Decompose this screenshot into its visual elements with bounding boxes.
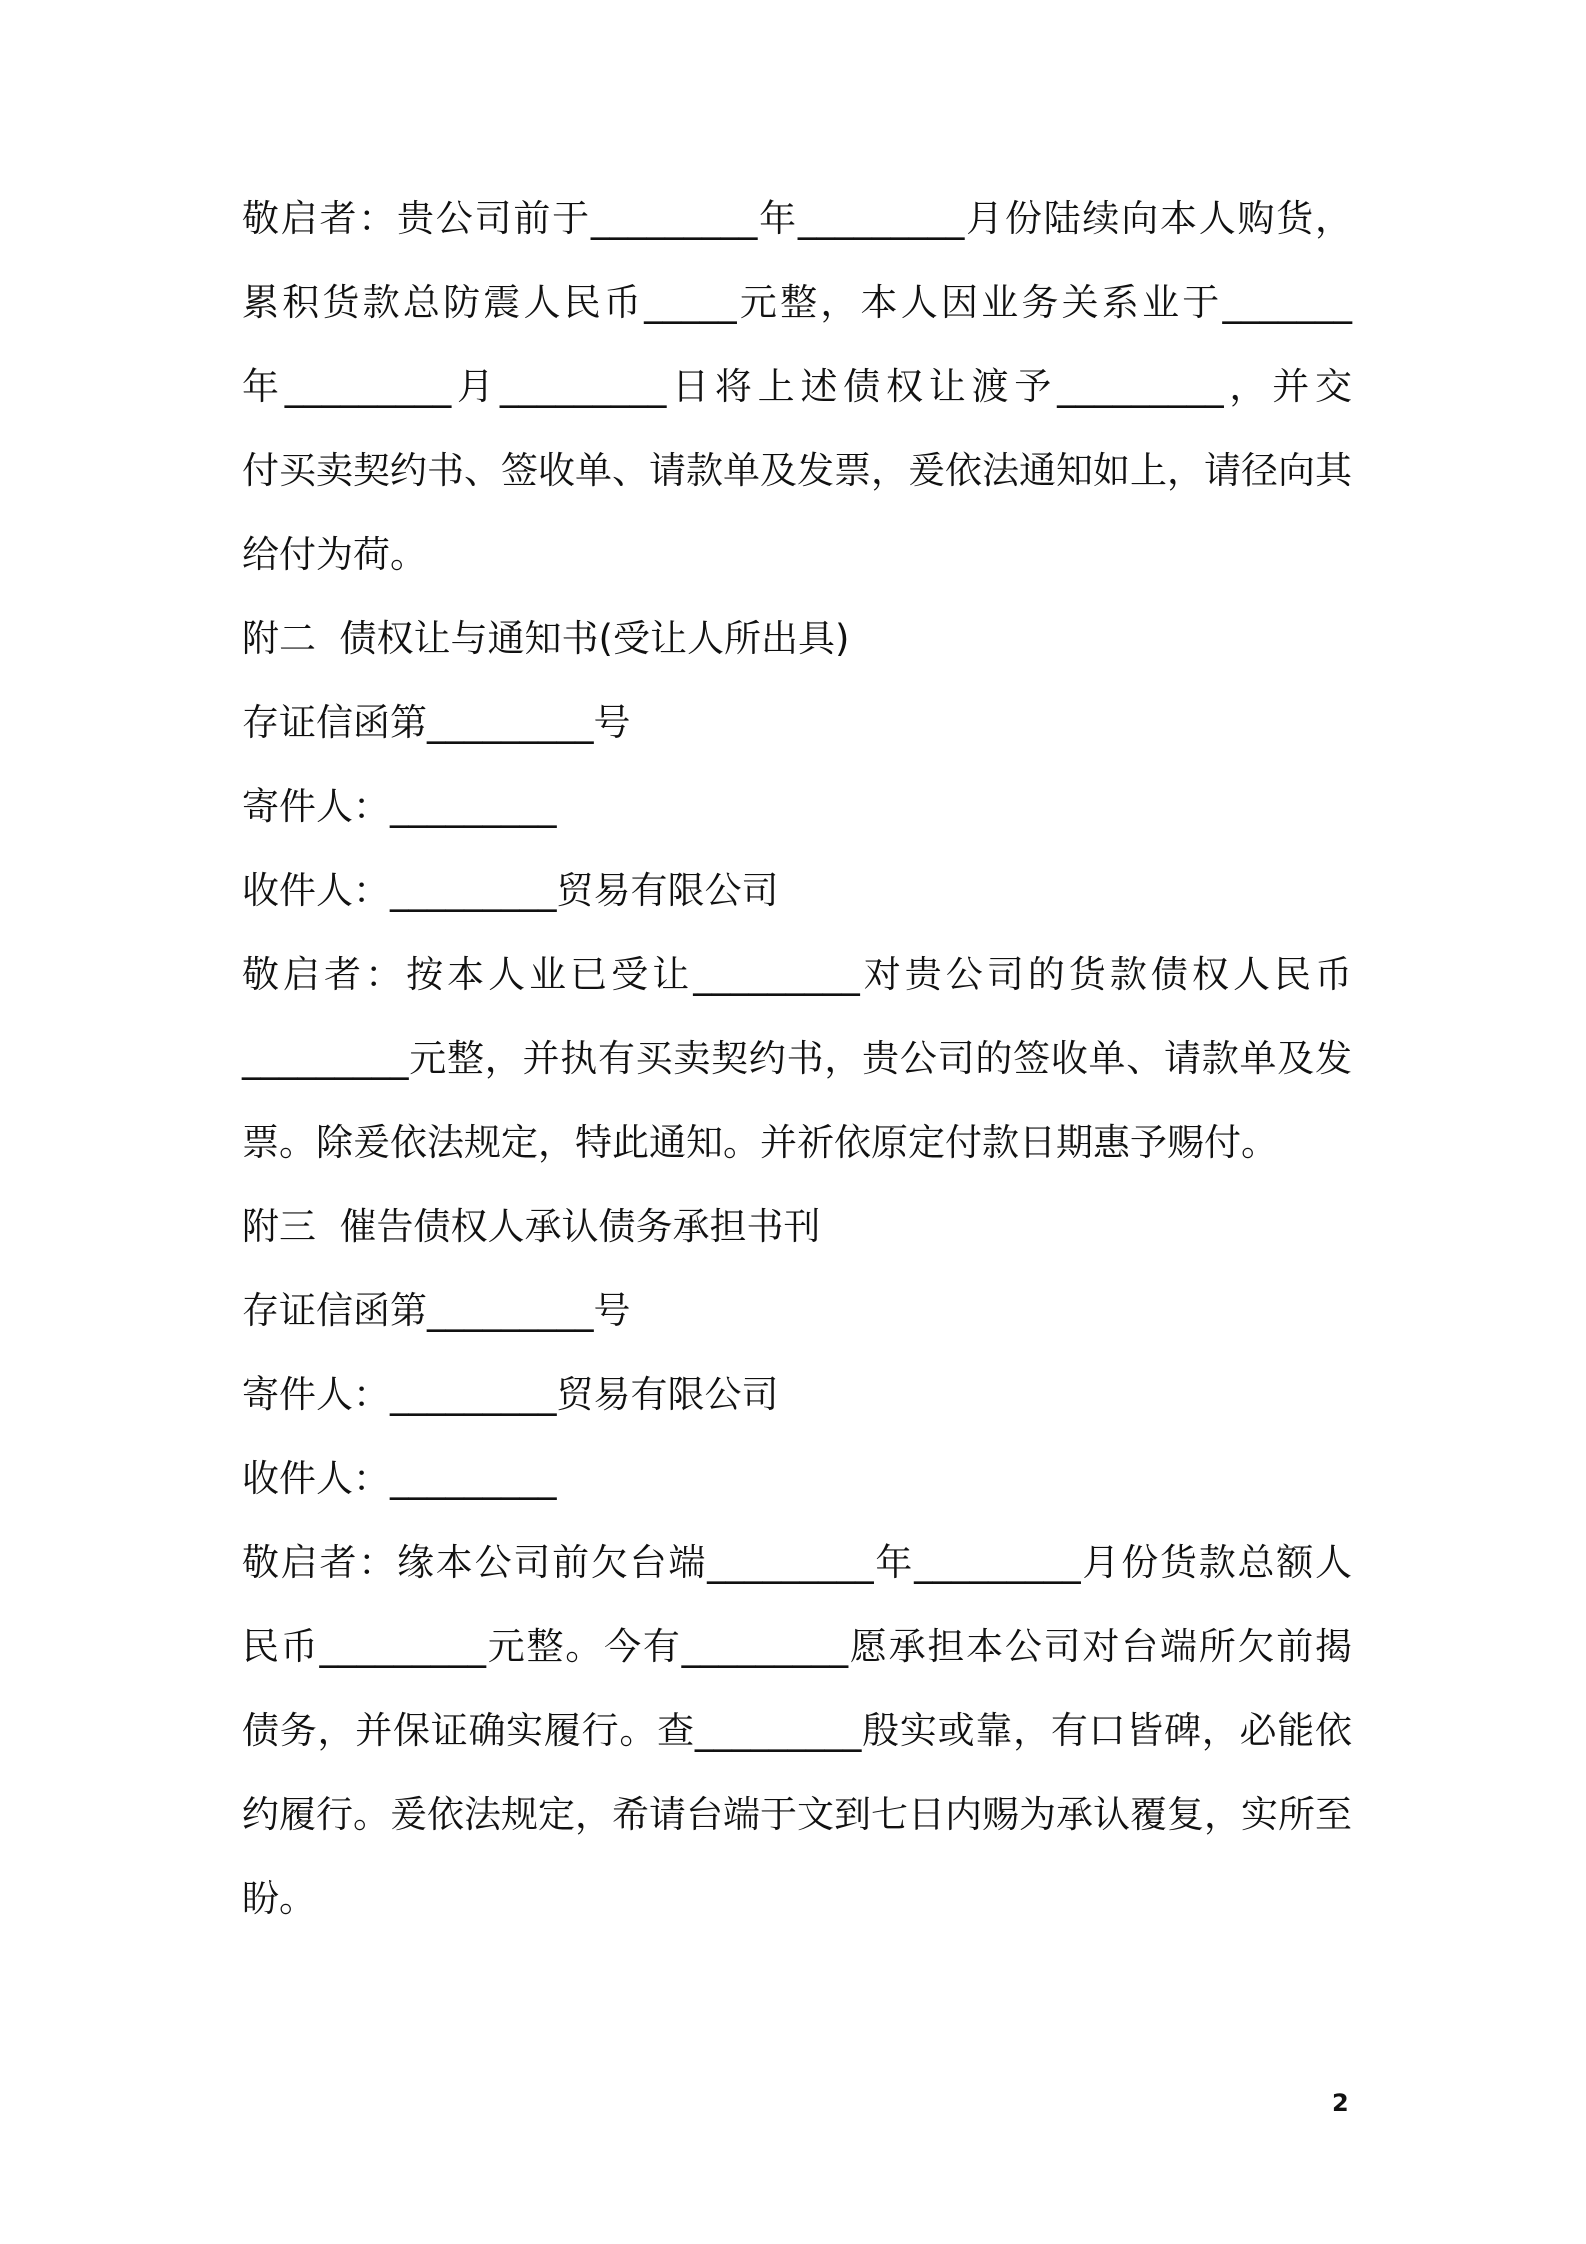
paragraph-line: 累积货款总防震人民币_____元整，本人因业务关系业于_______ bbox=[242, 281, 1352, 324]
paragraph-line: 年_________月_________日将上述债权让渡予_________，并交 bbox=[242, 365, 1352, 408]
paragraph-line: 敬启者：贵公司前于_________年_________月份陆续向本人购货， bbox=[242, 197, 1352, 240]
recipient-line: 收件人：_________贸易有限公司 bbox=[242, 869, 779, 912]
section-heading: 附三 催告债权人承认债务承担书刊 bbox=[242, 1205, 821, 1248]
paragraph-line: 民币_________元整。今有_________愿承担本公司对台端所欠前揭 bbox=[242, 1625, 1352, 1668]
page-number: 2 bbox=[1332, 2089, 1349, 2117]
paragraph-line: 盼。 bbox=[242, 1877, 316, 1920]
paragraph-line: 给付为荷。 bbox=[242, 533, 427, 576]
certificate-number-line: 存证信函第_________号 bbox=[242, 701, 631, 744]
recipient-line: 收件人：_________ bbox=[242, 1457, 557, 1500]
paragraph-line: 约履行。爰依法规定，希请台端于文到七日内赐为承认覆复，实所至 bbox=[242, 1793, 1352, 1836]
section-heading: 附二 债权让与通知书(受让人所出具) bbox=[242, 617, 850, 660]
paragraph-line: 付买卖契约书、签收单、请款单及发票，爰依法通知如上，请径向其 bbox=[242, 449, 1352, 492]
certificate-number-line: 存证信函第_________号 bbox=[242, 1289, 631, 1332]
sender-line: 寄件人：_________ bbox=[242, 785, 557, 828]
paragraph-line: _________元整，并执有买卖契约书，贵公司的签收单、请款单及发 bbox=[242, 1037, 1352, 1080]
paragraph-line: 票。除爰依法规定，特此通知。并祈依原定付款日期惠予赐付。 bbox=[242, 1121, 1278, 1164]
sender-line: 寄件人：_________贸易有限公司 bbox=[242, 1373, 779, 1416]
paragraph-line: 敬启者：按本人业已受让_________对贵公司的货款债权人民币 bbox=[242, 953, 1352, 996]
paragraph-line: 债务，并保证确实履行。查_________殷实或靠，有口皆碑，必能依 bbox=[242, 1709, 1352, 1752]
paragraph-line: 敬启者：缘本公司前欠台端_________年_________月份货款总额人 bbox=[242, 1541, 1352, 1584]
